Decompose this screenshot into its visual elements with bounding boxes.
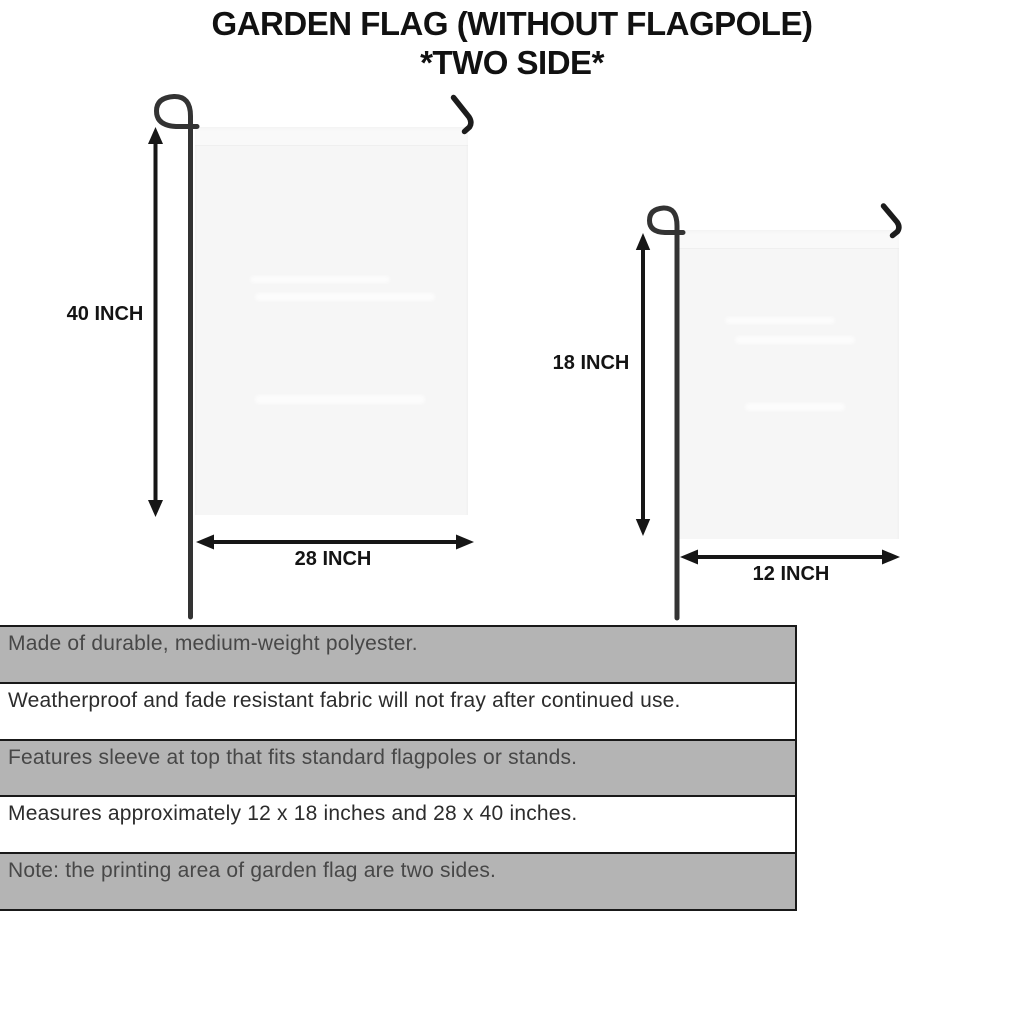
- small-flag-sleeve: [677, 230, 899, 249]
- feature-text: Features sleeve at top that fits standard flagpoles or stands.: [8, 745, 578, 769]
- large-flag-height-label: 40 INCH: [66, 303, 144, 325]
- fabric-fold-mark: [255, 293, 435, 301]
- large-flag-fabric: [195, 127, 468, 515]
- feature-row: [0, 741, 795, 798]
- page-title: GARDEN FLAG (WITHOUT FLAGPOLE): [211, 5, 813, 42]
- title-block: [0, 4, 1024, 82]
- feature-text: Measures approximately 12 x 18 inches and 28 x 40 inches.: [8, 802, 578, 826]
- fabric-fold-mark: [745, 403, 845, 411]
- large-flag-width-label: 28 INCH: [294, 548, 372, 570]
- feature-row: [0, 627, 795, 684]
- small-flag-fabric: [677, 230, 899, 539]
- fabric-fold-mark: [255, 395, 425, 404]
- feature-row: [0, 684, 795, 741]
- large-flag-sleeve: [195, 127, 468, 146]
- small-flag-width-label: 12 INCH: [752, 563, 830, 585]
- fabric-fold-mark: [735, 336, 855, 344]
- feature-row: [0, 854, 795, 909]
- page-subtitle: *TWO SIDE*: [420, 44, 604, 81]
- feature-text: Made of durable, medium-weight polyester.: [8, 632, 418, 655]
- small-flag-height-label: 18 INCH: [552, 352, 630, 374]
- feature-row: [0, 797, 795, 854]
- large-flag-pole: [157, 96, 198, 617]
- feature-text: Weatherproof and fade resistant fabric will not fray after continued use.: [8, 688, 681, 712]
- features-table: [0, 625, 797, 911]
- fabric-fold-mark: [250, 276, 390, 283]
- fabric-fold-mark: [725, 317, 835, 324]
- small-flag-height-arrow: [636, 233, 650, 536]
- feature-text: Note: the printing area of garden flag are two sides.: [8, 859, 497, 883]
